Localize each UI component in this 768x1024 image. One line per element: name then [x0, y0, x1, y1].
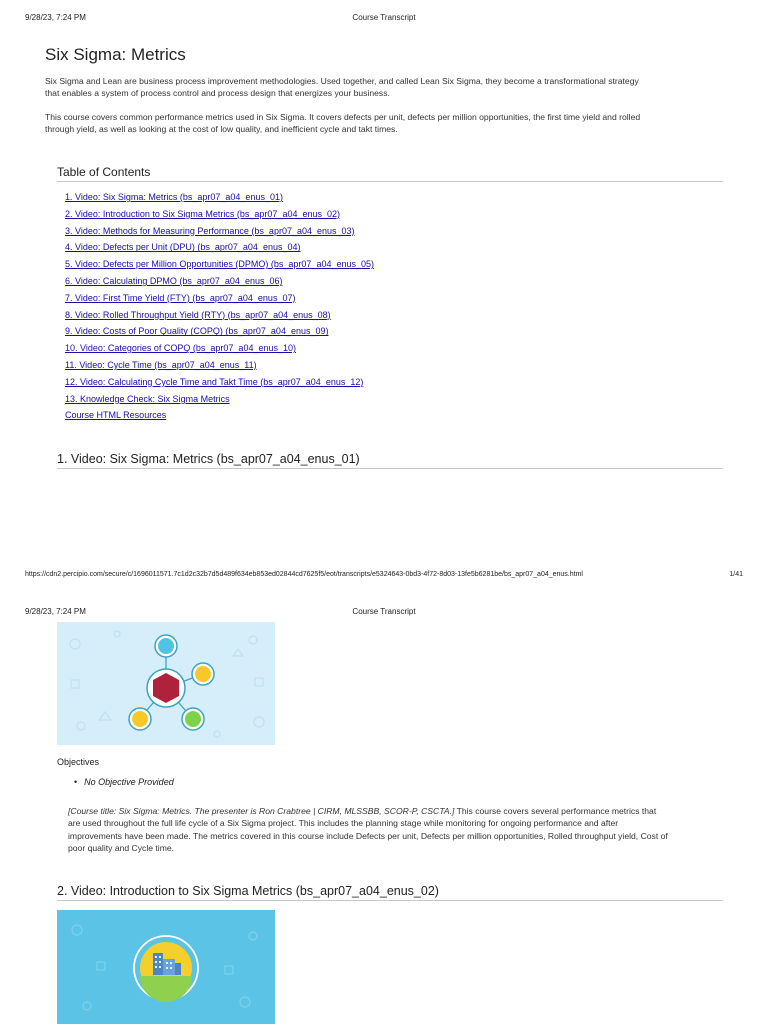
toc-link-8[interactable]: 8. Video: Rolled Throughput Yield (RTY) (bs_apr07_a04_enus_08): [65, 309, 331, 320]
toc-list: [65, 192, 374, 427]
toc-link-1[interactable]: 1. Video: Six Sigma: Metrics (bs_apr07_a04_enus_01): [65, 192, 283, 202]
toc-link-9[interactable]: 9. Video: Costs of Poor Quality (COPQ) (bs_apr07_a04_enus_09): [65, 326, 329, 337]
transcript-text: [68, 805, 668, 855]
objectives-label: Objectives: [57, 757, 100, 767]
objective-item: • No Objective Provided: [75, 777, 174, 787]
video-2-thumbnail[interactable]: [57, 910, 275, 1024]
toc-item: [65, 293, 374, 310]
toc-item: [65, 226, 374, 243]
toc-link-3[interactable]: 3. Video: Methods for Measuring Performance (bs_apr07_a04_enus_03): [65, 225, 355, 236]
section-1-heading: 1. Video: Six Sigma: Metrics (bs_apr07_a04_enus_01): [57, 452, 723, 469]
toc-link-4[interactable]: 4. Video: Defects per Unit (DPU) (bs_apr07_a04_enus_04): [65, 242, 301, 253]
toc-item: [65, 209, 374, 226]
toc-item: [65, 276, 374, 293]
toc-item: [65, 360, 374, 377]
toc-link-5[interactable]: 5. Video: Defects per Million Opportunities (DPMO) (bs_apr07_a04_enus_05): [65, 259, 374, 270]
intro-paragraph-2: This course covers common performance metrics used in Six Sigma. It covers defects per unit, defects per million opportunities, the first time yield and rolled through yield, as well as looking at the cost of low quality, and inefficient cycle and takt times.: [45, 112, 641, 134]
toc-heading: Table of Contents: [57, 165, 723, 182]
toc-link-12[interactable]: 12. Video: Calculating Cycle Time and Takt Time (bs_apr07_a04_enus_12): [65, 376, 364, 387]
print-date: 9/28/23, 7:24 PM: [25, 13, 86, 22]
toc-item: [65, 377, 374, 394]
toc-link-6[interactable]: 6. Video: Calculating DPMO (bs_apr07_a04_enus_06): [65, 275, 283, 286]
transcript-body: This course covers several performance metrics that are used throughout the full life cycle of a Six Sigma project. This includes the planning stage while monitoring for ongoing performance and after improvements have been made. The metrics covered in this course include Defects per unit, Defects per million opportunities, Rolled throughput yield, Cost of poor quality and Cycle time.: [68, 806, 668, 854]
page-number: 1/41: [729, 571, 743, 578]
toc-link-7[interactable]: 7. Video: First Time Yield (FTY) (bs_apr07_a04_enus_07): [65, 292, 296, 303]
intro-paragraph-1: Six Sigma and Lean are business process improvement methodologies. Used together, and called Lean Six Sigma, they become a transformational strategy that enables a system of process control and process design that energizes your business.: [45, 76, 639, 98]
toc-item: [65, 192, 374, 209]
toc-link-13[interactable]: 13. Knowledge Check: Six Sigma Metrics: [65, 393, 230, 404]
toc-item: [65, 242, 374, 259]
print-date: 9/28/23, 7:24 PM: [25, 607, 86, 616]
transcript-presenter: [Course title: Six Sigma: Metrics. The presenter is Ron Crabtree | CIRM, MLSSBB, SCOR-P, CSCTA.]: [68, 806, 455, 816]
section-2-heading: 2. Video: Introduction to Six Sigma Metrics (bs_apr07_a04_enus_02): [57, 884, 723, 901]
print-doc-title: Course Transcript: [352, 13, 416, 22]
objectives-list: [75, 777, 174, 787]
toc-link-2[interactable]: 2. Video: Introduction to Six Sigma Metrics (bs_apr07_a04_enus_02): [65, 208, 340, 219]
building-graphic: [57, 910, 275, 1024]
toc-item: [65, 410, 374, 427]
toc-item: [65, 343, 374, 360]
print-header: [0, 13, 768, 27]
toc-link-resources[interactable]: Course HTML Resources: [65, 410, 167, 421]
toc-item: [65, 310, 374, 327]
toc-item: [65, 326, 374, 343]
toc-item: [65, 259, 374, 276]
print-header-page-2: [0, 607, 768, 621]
course-title: Six Sigma: Metrics: [45, 45, 186, 64]
toc-item: [65, 394, 374, 411]
network-graphic: [57, 622, 275, 745]
video-1-thumbnail[interactable]: [57, 622, 275, 745]
toc-link-10[interactable]: 10. Video: Categories of COPQ (bs_apr07_a04_enus_10): [65, 343, 296, 354]
print-doc-title: Course Transcript: [352, 607, 416, 616]
print-url: https://cdn2.percipio.com/secure/c/1696011571.7c1d2c32b7d5d489f634eb853ed02844cd7625f5/eot/transcripts/e5324643-0bd3-4f72-8d03-13fe5b6281be/bs_apr07_a04_enus.html: [25, 571, 583, 578]
toc-link-11[interactable]: 11. Video: Cycle Time (bs_apr07_a04_enus_11): [65, 359, 257, 370]
